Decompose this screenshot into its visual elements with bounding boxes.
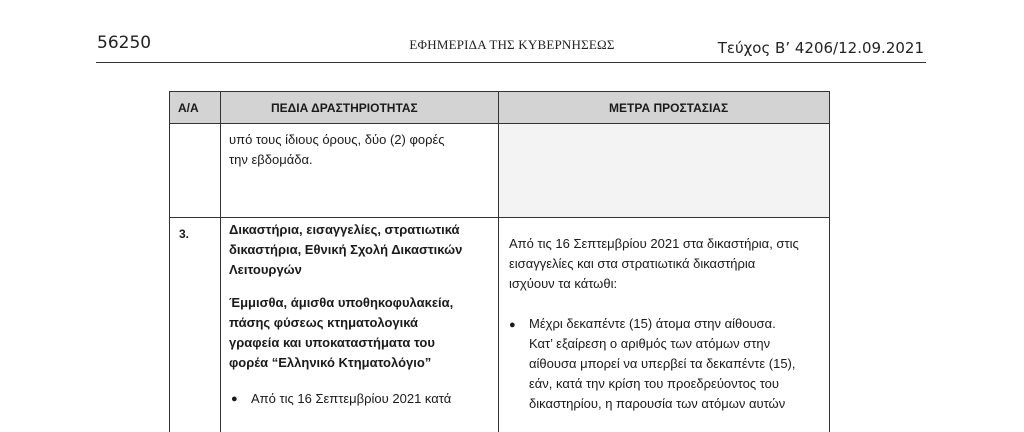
row-3-registries-line-4: φορέα “Ελληνικό Κτηματολόγιο”: [229, 355, 432, 370]
row-3-courts-line-2: δικαστήρια, Εθνική Σχολή Δικαστικών: [229, 242, 463, 257]
row-3-measures-cell: [499, 218, 830, 432]
row-3-registries-line-2: πάσης φύσεως κτηματολογικά: [229, 315, 419, 330]
row-3-registries-line-3: γραφεία και υποκαταστήματα του: [229, 335, 435, 350]
bullet-icon: ●: [231, 393, 238, 405]
gazette-title: ΕΦΗΜΕΡΙΔΑ ΤΗΣ ΚΥΒΕΡΝΗΣΕΩΣ: [409, 37, 615, 52]
row-3-courts-line-3: Λειτουργών: [229, 262, 302, 277]
row-3-number-cell: [170, 218, 221, 432]
measures-intro-line-1: Από τις 16 Σεπτεμβρίου 2021 στα δικαστήρια, στις: [509, 236, 799, 251]
continued-row-measures-cell: [499, 124, 830, 218]
measures-intro-line-2: εισαγγελίες και στα στρατιωτικά δικαστήρια: [509, 256, 756, 271]
row-3-registries-line-1: Έμμισθα, άμισθα υποθηκοφυλακεία,: [229, 295, 454, 310]
row-3-fields-cell: [221, 218, 499, 432]
row-3-fields-bullet-1: Από τις 16 Σεπτεμβρίου 2021 κατά: [251, 391, 452, 406]
measures-bullet-line-2: Κατ’ εξαίρεση ο αριθμός των ατόμων στην: [529, 336, 771, 351]
continued-fields-line-1: υπό τους ίδιους όρους, δύο (2) φορές: [229, 132, 445, 147]
column-header-aa: [170, 92, 221, 124]
page-header: [0, 0, 1024, 70]
header-rule: [96, 62, 926, 63]
measures-bullet-line-5: δικαστηρίου, η παρουσία των ατόμων αυτών: [529, 396, 786, 411]
issue-reference: Τεύχος Β’ 4206/12.09.2021: [717, 39, 924, 57]
column-header-aa-label: Α/Α: [178, 100, 199, 115]
column-header-fields-label: ΠΕΔΙΑ ΔΡΑΣΤΗΡΙΟΤΗΤΑΣ: [271, 100, 418, 115]
page-number: 56250: [97, 33, 152, 53]
continued-row-number-cell: [170, 124, 221, 218]
continued-row-fields-cell: [221, 124, 499, 218]
row-3-number: 3.: [179, 227, 190, 241]
column-header-fields: [221, 92, 499, 124]
measures-table: [169, 91, 830, 432]
bullet-icon: ●: [509, 319, 516, 331]
column-header-measures: [499, 92, 830, 124]
measures-intro-line-3: ισχύουν τα κάτωθι:: [509, 276, 618, 291]
column-header-measures-label: ΜΕΤΡΑ ΠΡΟΣΤΑΣΙΑΣ: [609, 100, 729, 115]
measures-bullet-line-4: εάν, κατά την κρίση του προεδρεύοντος του: [529, 376, 780, 391]
measures-bullet-line-1: Μέχρι δεκαπέντε (15) άτομα στην αίθουσα.: [529, 316, 776, 331]
row-3-courts-line-1: Δικαστήρια, εισαγγελίες, στρατιωτικά: [229, 222, 460, 237]
measures-bullet-line-3: αίθουσα μπορεί να υπερβεί τα δεκαπέντε (15),: [529, 356, 796, 371]
continued-fields-line-2: την εβδομάδα.: [229, 152, 313, 167]
